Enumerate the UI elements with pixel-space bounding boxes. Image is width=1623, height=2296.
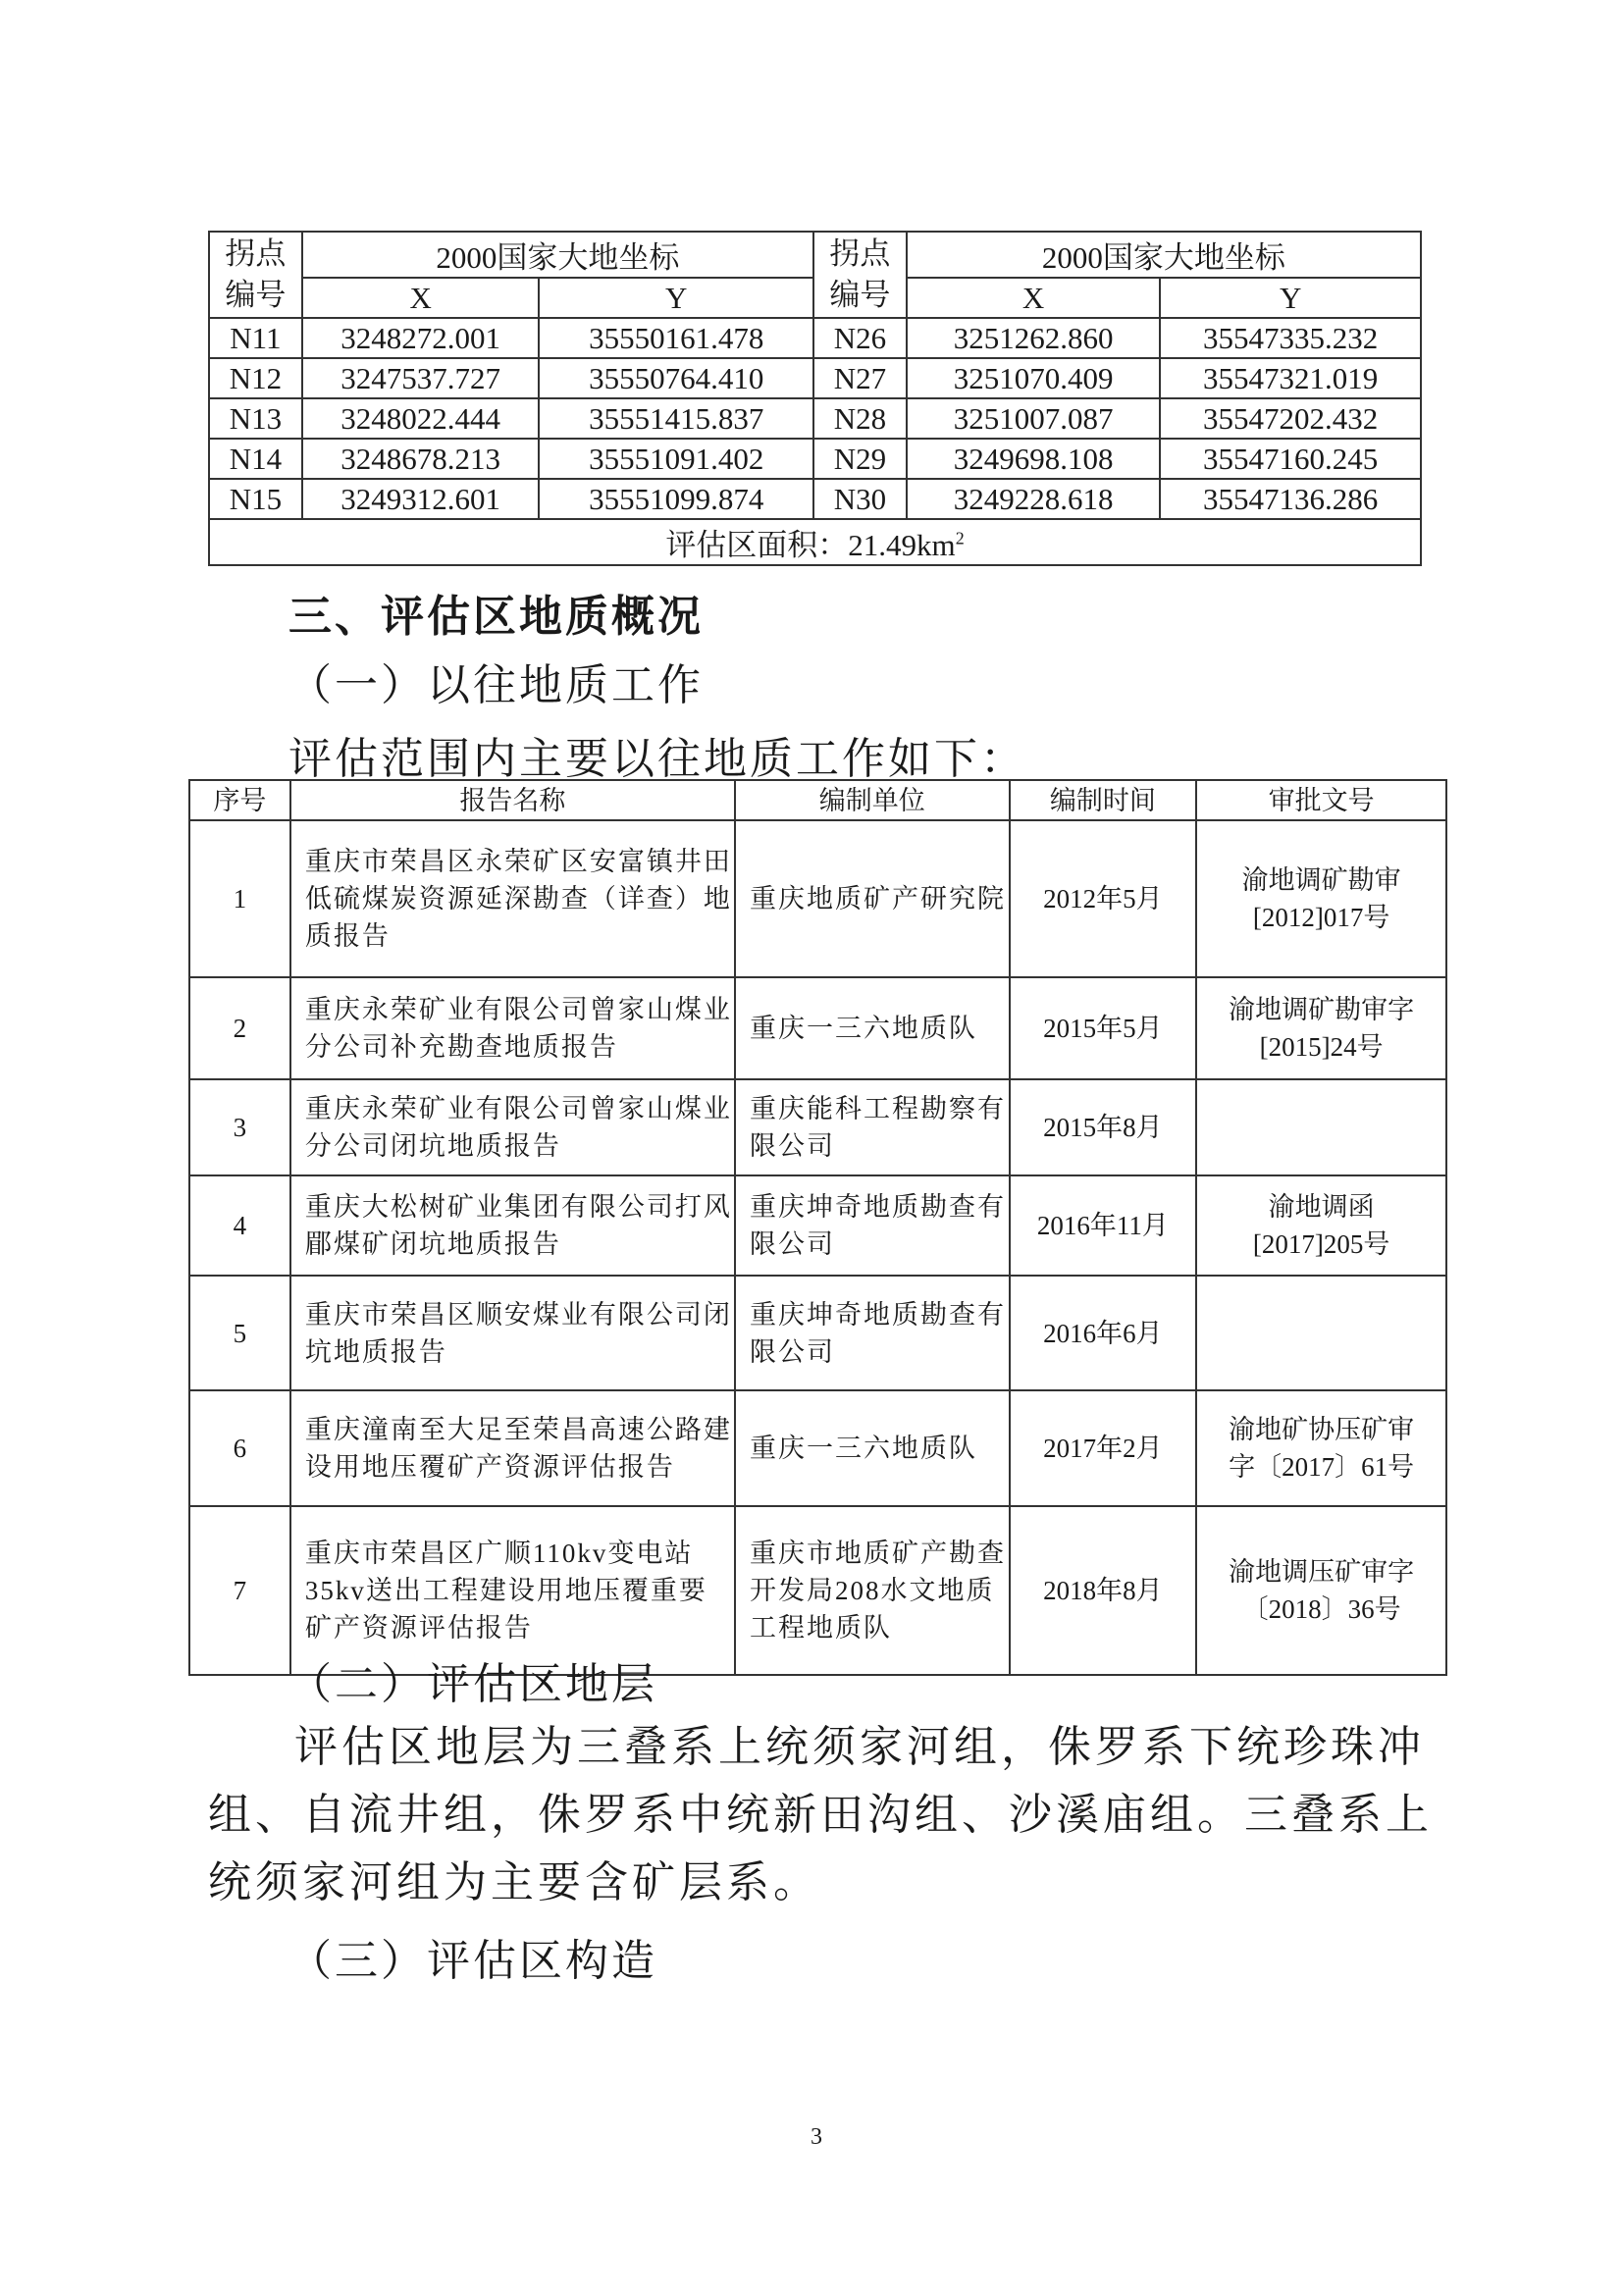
reports-header: 审批文号	[1196, 780, 1446, 820]
report-cell-no: 6	[189, 1390, 290, 1506]
coord-cell-b: N29	[813, 439, 907, 479]
col-y-header: Y	[1160, 278, 1421, 318]
coord-cell-bx: 3249228.618	[907, 479, 1161, 519]
intro-text: 评估范围内主要以往地质工作如下：	[288, 735, 1026, 783]
coord-cell-by: 35547335.232	[1160, 318, 1421, 358]
coord-cell-ay: 35550161.478	[539, 318, 813, 358]
report-row	[189, 820, 1446, 977]
coord-cell-ax: 3248678.213	[302, 439, 540, 479]
report-cell-approval: 渝地调函[2017]205号	[1196, 1175, 1446, 1276]
coord-cell-a: N15	[209, 479, 302, 519]
coord-cell-a: N14	[209, 439, 302, 479]
report-row	[189, 1390, 1446, 1506]
report-cell-date: 2016年6月	[1010, 1276, 1197, 1390]
coord-cell-a: N12	[209, 358, 302, 398]
report-cell-no: 7	[189, 1506, 290, 1675]
coord-cell-ay: 35551099.874	[539, 479, 813, 519]
report-cell-unit: 重庆坤奇地质勘查有限公司	[735, 1276, 1010, 1390]
coord-cell-bx: 3249698.108	[907, 439, 1161, 479]
report-cell-approval	[1196, 1276, 1446, 1390]
report-cell-no: 3	[189, 1079, 290, 1175]
report-cell-no: 4	[189, 1175, 290, 1276]
page-number: 3	[811, 2124, 822, 2150]
report-cell-name: 重庆永荣矿业有限公司曾家山煤业分公司闭坑地质报告	[290, 1079, 735, 1175]
col-x-header: X	[302, 278, 540, 318]
report-cell-approval: 渝地调矿勘审[2012]017号	[1196, 820, 1446, 977]
report-cell-date: 2018年8月	[1010, 1506, 1197, 1675]
coord-cell-ay: 35551091.402	[539, 439, 813, 479]
report-cell-unit: 重庆市地质矿产勘查开发局208水文地质工程地质队	[735, 1506, 1010, 1675]
reports-table	[188, 779, 1447, 1676]
subsection-heading: （一）以往地质工作	[288, 661, 704, 709]
report-cell-date: 2017年2月	[1010, 1390, 1197, 1506]
coord-cell-ax: 3248022.444	[302, 398, 540, 439]
coord-cell-ax: 3249312.601	[302, 479, 540, 519]
subsection-heading: （二）评估区地层	[288, 1660, 657, 1708]
report-cell-name: 重庆市荣昌区永荣矿区安富镇井田低硫煤炭资源延深勘查（详查）地质报告	[290, 820, 735, 977]
coord-cell-by: 35547136.286	[1160, 479, 1421, 519]
report-cell-unit: 重庆坤奇地质勘查有限公司	[735, 1175, 1010, 1276]
report-row	[189, 977, 1446, 1079]
reports-header: 编制单位	[735, 780, 1010, 820]
reports-header: 序号	[189, 780, 290, 820]
report-cell-name: 重庆永荣矿业有限公司曾家山煤业分公司补充勘查地质报告	[290, 977, 735, 1079]
subsection-heading: （三）评估区构造	[288, 1937, 657, 1985]
report-cell-date: 2016年11月	[1010, 1175, 1197, 1276]
col-point-header: 拐点编号	[209, 232, 302, 318]
report-cell-no: 5	[189, 1276, 290, 1390]
coord-cell-by: 35547321.019	[1160, 358, 1421, 398]
area-sup: 2	[955, 528, 965, 548]
coord-cell-a: N11	[209, 318, 302, 358]
report-cell-approval: 渝地调压矿审字〔2018〕36号	[1196, 1506, 1446, 1675]
area-label: 评估区面积：21.49km	[665, 528, 956, 562]
reports-header: 报告名称	[290, 780, 735, 820]
report-row	[189, 1276, 1446, 1390]
report-cell-unit: 重庆能科工程勘察有限公司	[735, 1079, 1010, 1175]
report-cell-approval	[1196, 1079, 1446, 1175]
coord-cell-by: 35547202.432	[1160, 398, 1421, 439]
col-y-header: Y	[539, 278, 813, 318]
report-cell-no: 2	[189, 977, 290, 1079]
report-cell-approval: 渝地矿协压矿审字〔2017〕61号	[1196, 1390, 1446, 1506]
report-cell-date: 2015年5月	[1010, 977, 1197, 1079]
report-cell-name: 重庆大松树矿业集团有限公司打风郿煤矿闭坑地质报告	[290, 1175, 735, 1276]
coord-cell-by: 35547160.245	[1160, 439, 1421, 479]
report-cell-name: 重庆潼南至大足至荣昌高速公路建设用地压覆矿产资源评估报告	[290, 1390, 735, 1506]
coord-row	[209, 358, 1421, 398]
report-cell-unit: 重庆一三六地质队	[735, 977, 1010, 1079]
coord-cell-b: N28	[813, 398, 907, 439]
coord-cell-bx: 3251007.087	[907, 398, 1161, 439]
coord-cell-b: N30	[813, 479, 907, 519]
report-cell-name: 重庆市荣昌区顺安煤业有限公司闭坑地质报告	[290, 1276, 735, 1390]
coord-cell-ax: 3247537.727	[302, 358, 540, 398]
report-cell-date: 2012年5月	[1010, 820, 1197, 977]
col-x-header: X	[907, 278, 1161, 318]
section-heading: 三、评估区地质概况	[288, 593, 704, 641]
coord-cell-bx: 3251262.860	[907, 318, 1161, 358]
coord-cell-a: N13	[209, 398, 302, 439]
col-system-header: 2000国家大地坐标	[907, 232, 1421, 278]
coord-row	[209, 318, 1421, 358]
coord-row	[209, 479, 1421, 519]
report-cell-unit: 重庆一三六地质队	[735, 1390, 1010, 1506]
col-point-header: 拐点编号	[813, 232, 907, 318]
report-cell-approval: 渝地调矿勘审字[2015]24号	[1196, 977, 1446, 1079]
strata-paragraph: 评估区地层为三叠系上统须家河组，侏罗系下统珍珠冲组、自流井组，侏罗系中统新田沟组、沙溪庙组。三叠系上统须家河组为主要含矿层系。	[208, 1723, 1433, 1906]
coord-cell-ax: 3248272.001	[302, 318, 540, 358]
report-row	[189, 1175, 1446, 1276]
coord-cell-ay: 35551415.837	[539, 398, 813, 439]
coord-cell-b: N26	[813, 318, 907, 358]
report-cell-no: 1	[189, 820, 290, 977]
report-cell-date: 2015年8月	[1010, 1079, 1197, 1175]
report-cell-name: 重庆市荣昌区广顺110kv变电站35kv送出工程建设用地压覆重要矿产资源评估报告	[290, 1506, 735, 1675]
coord-cell-b: N27	[813, 358, 907, 398]
report-cell-unit: 重庆地质矿产研究院	[735, 820, 1010, 977]
col-system-header: 2000国家大地坐标	[302, 232, 813, 278]
coord-cell-bx: 3251070.409	[907, 358, 1161, 398]
coord-row	[209, 439, 1421, 479]
area-cell	[209, 519, 1421, 565]
coordinate-table	[208, 231, 1422, 566]
report-row	[189, 1079, 1446, 1175]
coord-cell-ay: 35550764.410	[539, 358, 813, 398]
coord-row	[209, 398, 1421, 439]
reports-header: 编制时间	[1010, 780, 1197, 820]
